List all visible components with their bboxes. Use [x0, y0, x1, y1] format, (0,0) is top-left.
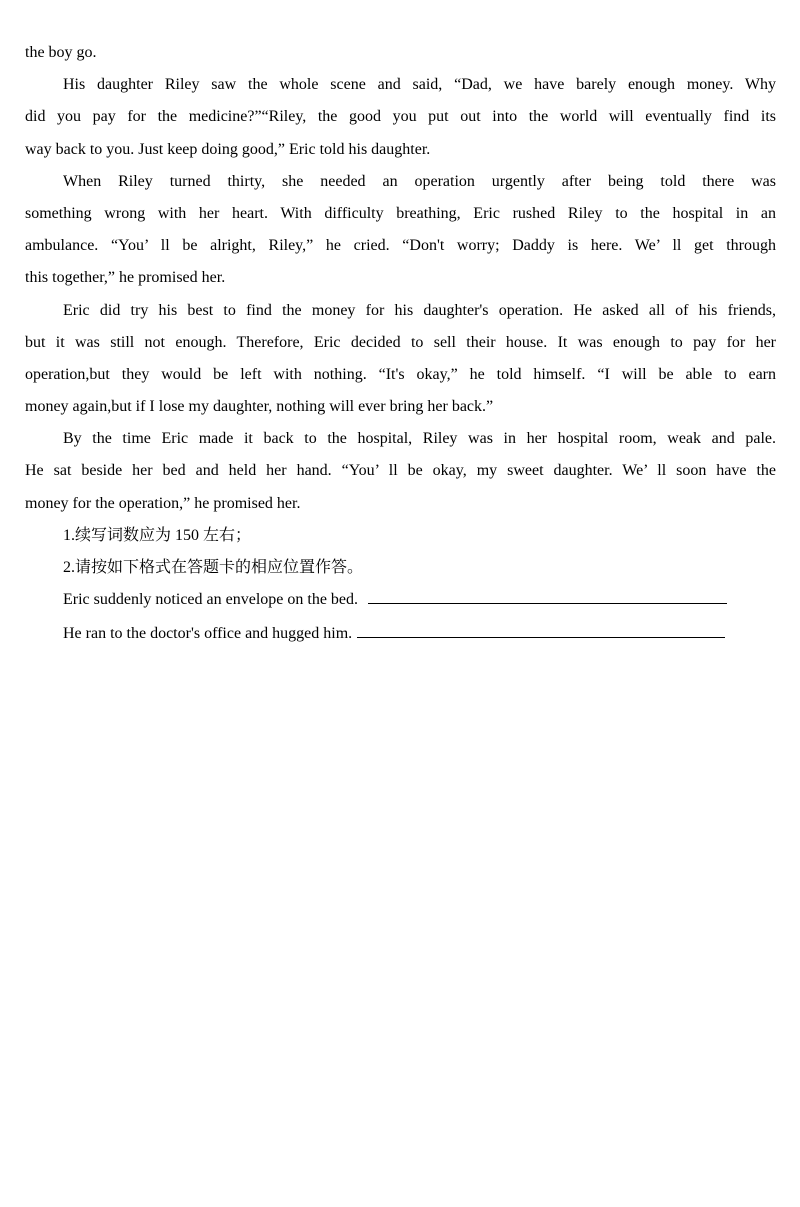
text-line: way back to you. Just keep doing good,” Eric told his daughter. [25, 140, 431, 158]
text-line: operation,but they would be left with nothing. “It's okay,” he told himself. “I will be able to earn [25, 365, 776, 383]
text-line: ambulance. “You’ ll be alright, Riley,” he cried. “Don't worry; Daddy is here. We’ ll get through [25, 237, 776, 255]
text-line: Eric did try his best to find the money for his daughter's operation. He asked all of his friends, [63, 301, 776, 319]
text-line: did you pay for the medicine?”“Riley, the good you put out into the world will eventually find its [25, 108, 776, 126]
text-line: money again,but if I lose my daughter, nothing will ever bring her back.” [25, 398, 494, 416]
instructions [25, 520, 776, 584]
text-line: something wrong with her heart. With difficulty breathing, Eric rushed Riley to the hospital in an [25, 204, 776, 222]
text-line: When Riley turned thirty, she needed an operation urgently after being told there was [63, 172, 776, 190]
text-line: money for the operation,” he promised her. [25, 494, 301, 512]
paragraph-money [25, 295, 776, 424]
prompt-text-1: Eric suddenly noticed an envelope on the bed. [63, 591, 359, 609]
continuation-prompts [25, 584, 776, 651]
paragraph-riley-scene [25, 69, 776, 166]
text-line: this together,” he promised her. [25, 269, 226, 287]
text-line: By the time Eric made it back to the hospital, Riley was in her hospital room, weak and pale. [63, 430, 776, 448]
continued-line: the boy go. [25, 44, 97, 61]
paragraph-hospital [25, 423, 776, 520]
answer-blank-1[interactable] [368, 585, 727, 604]
text-line: He sat beside her bed and held her hand. “You’ ll be okay, my sweet daughter. We’ ll soon have the [25, 462, 776, 480]
instruction-word-count: 1.续写词数应为 150 左右； [63, 526, 252, 544]
instruction-format: 2.请按如下格式在答题卡的相应位置作答。 [63, 559, 364, 576]
prompt-line-2 [25, 618, 776, 652]
paragraph-operation [25, 166, 776, 295]
prompt-line-1 [25, 584, 776, 618]
text-line: but it was still not enough. Therefore, Eric decided to sell their house. It was enough to pay for her [25, 333, 776, 351]
answer-blank-2[interactable] [357, 619, 725, 638]
prompt-text-2: He ran to the doctor's office and hugged him. [63, 624, 353, 642]
document-body [25, 37, 776, 651]
text-line: His daughter Riley saw the whole scene and said, “Dad, we have barely enough money. Why [63, 76, 776, 94]
